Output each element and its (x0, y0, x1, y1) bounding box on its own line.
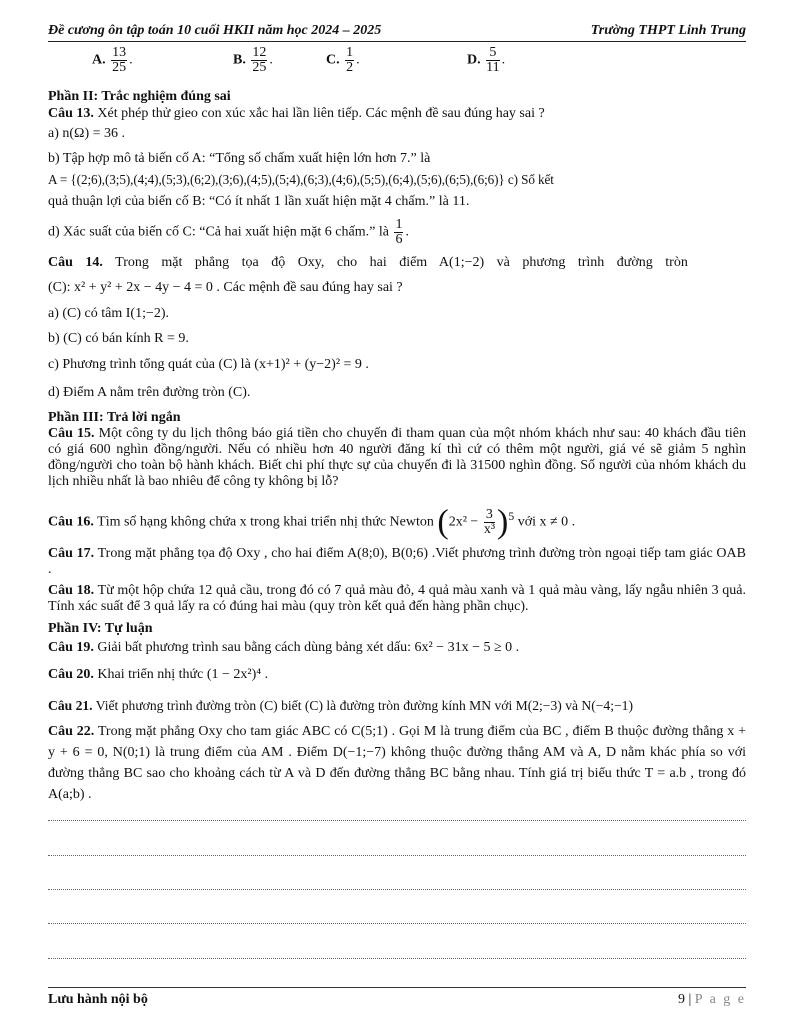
q13-stem: Câu 13. Xét phép thử gieo con xúc xắc hai lần liên tiếp. Các mệnh đề sau đúng hay sai ? (48, 106, 545, 121)
q13-c: quả thuận lợi của biến cố B: “Có ít nhất 1 lần xuất hiện mặt 4 chấm.” là 11. (48, 194, 470, 209)
option-c: C. $\frac{1}{2}$ . (326, 45, 360, 75)
q17: Câu 17. Trong mặt phẳng tọa độ Oxy , cho hai điểm A(8;0), B(0;6) .Viết phương trình đường tròn ngoại tiếp tam giác OAB . (48, 546, 746, 577)
q13-b2: A = {(2;6),(3;5),(4;4),(5;3),(6;2),(3;6),(4;5),(5;4),(6;3),(4;6),(5;5),(6;4),(5;6),(6;5),(6;6)} c) Số kết (48, 172, 554, 187)
page-number: 9 | P a g e (677, 992, 746, 1007)
option-a: A. $\frac{13}{25}$ . (92, 45, 133, 75)
option-b-fraction: $\frac{12}{25}$ (252, 45, 267, 75)
q18: Câu 18. Từ một hộp chứa 12 quả cầu, trong đó có 7 quả màu đỏ, 4 quả màu xanh và 1 quả màu vàng, lấy ngẫu nhiên 3 quả. Tính xác suất để 3 quả lấy ra có đúng hai màu (quy tròn kết quả đến hàng phần chục). (48, 583, 747, 614)
q14-b: b) (C) có bán kính R = 9. (48, 331, 189, 346)
page-footer (48, 987, 746, 1007)
q13-d-fraction: $\frac{1}{6}$ (395, 217, 403, 247)
q14-stem1: Câu 14. Trong mặt phẳng tọa độ Oxy, cho hai điểm A(1;−2) và phương trình đường tròn (48, 255, 688, 270)
q14-c: c) Phương trình tổng quát của (C) là (x+1)² + (y−2)² = 9 . (48, 357, 369, 372)
q19: Câu 19. Giải bất phương trình sau bằng cách dùng bảng xét dấu: 6x² − 31x − 5 ≥ 0 . (48, 640, 520, 655)
answer-line-5 (48, 958, 746, 959)
part3-heading: Phần III: Trả lời ngắn (48, 410, 181, 425)
footer-note: Lưu hành nội bộ (48, 992, 148, 1007)
q20: Câu 20. Khai triển nhị thức (1 − 2x²)⁴ . (48, 667, 269, 682)
q22: Câu 22. Trong mặt phẳng Oxy cho tam giác ABC có C(5;1) . Gọi M là trung điểm của BC , điểm B thuộc đường thẳng x + y + 6 = 0, N(0;1) là trung điểm của AM . Điểm D(−1;−7) không thuộc đường thẳng AM và A, D nằm khác phía so với đường thẳng BC sao cho khoảng cách từ A và D đến đường thẳng BC bằng nhau. Tính giá trị biểu thức T = a.b , trong đó A(a;b) . (48, 724, 747, 802)
page-header (48, 23, 746, 42)
answer-line-1 (48, 820, 746, 821)
answer-line-4 (48, 923, 746, 924)
q15: Câu 15. Một công ty du lịch thông báo giá tiền cho chuyến đi tham quan của một nhóm khách như sau: 40 khách đầu tiên có giá 600 nghìn đồng/người. Nếu có nhiều hơn 40 người đăng kí thì cứ có thêm một người, giá vé sẽ giảm 5 nghìn đồng/người cho toàn bộ hành khách. Biết chi phí thực sự của chuyến đi là 31500 nghìn đồng. Số người của nhóm khách du lịch nhiều nhất là bao nhiêu để công ty không bị lỗ? (48, 426, 747, 489)
q13-b1: b) Tập hợp mô tả biến cố A: “Tổng số chấm xuất hiện lớn hơn 7.” là (48, 151, 431, 166)
option-b: B. $\frac{12}{25}$ . (233, 45, 273, 75)
option-c-fraction: $\frac{1}{2}$ (346, 45, 354, 75)
q21: Câu 21. Viết phương trình đường tròn (C) biết (C) là đường tròn đường kính MN với M(2;−3) và N(−4;−1) (48, 698, 633, 713)
answer-line-2 (48, 855, 746, 856)
q14-stem2: (C): x² + y² + 2x − 4y − 4 = 0 . Các mệnh đề sau đúng hay sai ? (48, 280, 403, 295)
q16: Câu 16. Tìm số hạng không chứa x trong khai triển nhị thức Newton (2x² − $\frac{3}{\text{x³}}$ )$^5$ với x ≠ 0 . (48, 503, 576, 541)
header-school: Trường THPT Linh Trung (590, 23, 746, 38)
q14-d: d) Điểm A nằm trên đường tròn (C). (48, 385, 251, 400)
answer-line-3 (48, 889, 746, 890)
part4-heading: Phần IV: Tự luận (48, 621, 153, 636)
header-title: Đề cương ôn tập toán 10 cuối HKII năm học 2024 – 2025 (48, 23, 382, 38)
option-d-fraction: $\frac{5}{11}$ (486, 45, 500, 75)
q13-a: a) n(Ω) = 36 . (48, 126, 125, 141)
q16-expression: (2x² − $\frac{3}{\text{x³}}$ )$^5$ (437, 503, 515, 541)
option-a-fraction: $\frac{13}{25}$ (112, 45, 127, 75)
q14-a: a) (C) có tâm I(1;−2). (48, 306, 170, 321)
part2-heading: Phần II: Trắc nghiệm đúng sai (48, 89, 231, 104)
option-d: D. $\frac{5}{11}$ . (467, 45, 506, 75)
q13-d: d) Xác suất của biến cố C: “Cả hai xuất hiện mặt 6 chấm.” là $\frac{1}{6}$ . (48, 217, 409, 247)
